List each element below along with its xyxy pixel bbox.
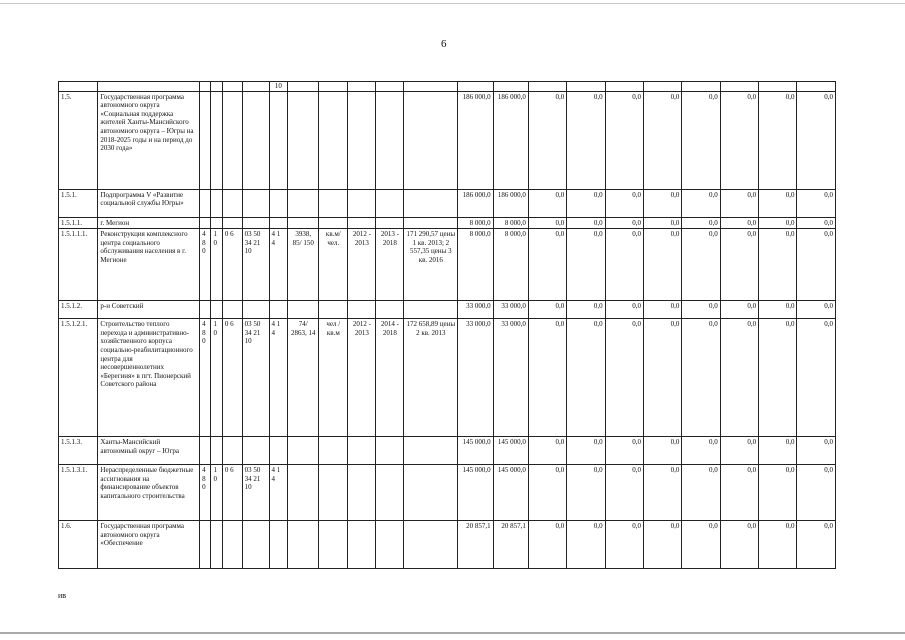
year-amount-cell: 0,0 [528,189,566,217]
year-amount-cell: 0,0 [759,229,797,301]
budget-code-cell: 4 8 0 [200,465,211,521]
year-amount-cell: 0,0 [682,217,720,229]
budget-code-cell [222,521,242,569]
year-amount-cell: 0,0 [759,521,797,569]
end-year-cell [376,437,404,465]
year-amount-cell: 0,0 [720,437,758,465]
budget-table [58,81,836,569]
unit-cell: кв.м/ чел. [319,229,348,301]
year-amount-cell: 0,0 [643,521,681,569]
budget-code-cell: 4 1 4 [269,465,288,521]
budget-code-cell: 03 50 34 21 10 [242,319,269,437]
scan-edge-top [0,3,905,4]
year-amount-cell: 0,0 [567,465,605,521]
budget-code-cell [200,217,211,229]
year-amount-cell: 0,0 [682,301,720,319]
budget-code-cell [211,217,222,229]
year-amount-cell: 0,0 [720,521,758,569]
estimated-cost-cell [404,217,458,229]
year-amount-cell: 0,0 [797,91,836,189]
scan-edge-bottom [0,632,905,634]
start-year-cell [348,521,376,569]
table-row [59,217,836,229]
table-row [59,437,836,465]
year-amount-cell: 0,0 [567,301,605,319]
start-year-cell: 2012 - 2013 [348,229,376,301]
budget-code-cell [242,301,269,319]
object-name-cell: Реконструкция комплексного центра социального обслуживания населения в г. Мегионе [98,229,200,301]
year-amount-cell: 0,0 [528,91,566,189]
budget-code-cell [200,189,211,217]
unit-cell [319,465,348,521]
end-year-cell [376,465,404,521]
budget-code-cell: 4 1 4 [269,319,288,437]
start-year-cell [348,91,376,189]
year-amount-cell: 0,0 [567,189,605,217]
table-row [59,465,836,521]
budget-code-cell [242,521,269,569]
year-amount-cell: 0,0 [605,301,643,319]
unit-cell [319,217,348,229]
year-amount-cell: 0,0 [759,465,797,521]
row-number-cell: 1.5.1.2. [59,301,98,319]
year-amount-cell: 0,0 [605,189,643,217]
estimated-cost-cell [404,521,458,569]
object-name-cell: Нераспределенные бюджетные ассигнования на финансирование объектов капитального строительства [98,465,200,521]
year-amount-cell: 0,0 [720,465,758,521]
budget-code-cell: 1 0 [211,319,222,437]
year-amount-cell: 0,0 [797,301,836,319]
year-amount-cell: 0,0 [720,301,758,319]
start-year-cell [348,301,376,319]
table-row [59,229,836,301]
year-amount-cell: 0,0 [797,437,836,465]
object-name-cell: Подпрограмма V «Развитие социальной службы Югры» [98,189,200,217]
budget-code-cell [211,437,222,465]
budget-amount-cell: 186 000,0 [493,189,528,217]
start-year-cell [348,437,376,465]
year-amount-cell: 0,0 [759,91,797,189]
row-number-cell: 1.6. [59,521,98,569]
row-number-cell: 1.5.1.1. [59,217,98,229]
budget-code-cell: 03 50 34 21 10 [242,465,269,521]
budget-code-cell: 4 8 0 [200,319,211,437]
year-amount-cell: 0,0 [797,465,836,521]
year-amount-cell: 0,0 [528,229,566,301]
budget-code-cell [211,301,222,319]
year-amount-cell: 0,0 [643,229,681,301]
year-amount-cell: 0,0 [797,229,836,301]
budget-code-cell [242,437,269,465]
year-amount-cell: 0,0 [605,465,643,521]
budget-amount-cell: 33 000,0 [493,319,528,437]
estimated-cost-cell [404,437,458,465]
capacity-cell: 3938, 85/ 150 [288,229,319,301]
row-number-cell: 1.5.1.1.1. [59,229,98,301]
row-number-cell: 1.5.1.2.1. [59,319,98,437]
year-amount-cell: 0,0 [528,465,566,521]
year-amount-cell: 0,0 [528,319,566,437]
budget-amount-cell: 145 000,0 [493,437,528,465]
total-amount-cell: 33 000,0 [458,319,493,437]
budget-code-cell: 4 1 4 [269,229,288,301]
year-amount-cell: 0,0 [605,437,643,465]
year-amount-cell: 0,0 [605,217,643,229]
year-amount-cell: 0,0 [528,521,566,569]
unit-cell [319,301,348,319]
unit-cell [319,521,348,569]
estimated-cost-cell [404,91,458,189]
budget-code-cell [269,217,288,229]
total-amount-cell: 186 000,0 [458,91,493,189]
end-year-cell [376,91,404,189]
total-amount-cell: 145 000,0 [458,465,493,521]
budget-code-cell [242,217,269,229]
budget-amount-cell: 186 000,0 [493,91,528,189]
year-amount-cell: 0,0 [720,91,758,189]
budget-code-cell [269,437,288,465]
capacity-cell [288,437,319,465]
table-row [59,319,836,437]
year-amount-cell: 0,0 [720,217,758,229]
year-amount-cell: 0,0 [797,189,836,217]
continuation-row [59,82,836,92]
table-row [59,189,836,217]
year-amount-cell: 0,0 [682,465,720,521]
table-row [59,91,836,189]
table-row [59,301,836,319]
budget-code-cell: 0 6 [222,319,242,437]
budget-code-cell [269,301,288,319]
year-amount-cell: 0,0 [720,229,758,301]
year-amount-cell: 0,0 [643,91,681,189]
year-amount-cell: 0,0 [682,91,720,189]
year-amount-cell: 0,0 [643,189,681,217]
end-year-cell [376,217,404,229]
year-amount-cell: 0,0 [797,319,836,437]
capacity-cell [288,465,319,521]
year-amount-cell: 0,0 [720,319,758,437]
start-year-cell [348,465,376,521]
object-name-cell: Государственная программа автономного округа «Обеспечение [98,521,200,569]
budget-amount-cell: 8 000,0 [493,229,528,301]
total-amount-cell: 20 857,1 [458,521,493,569]
estimated-cost-cell [404,189,458,217]
budget-code-cell: 1 0 [211,229,222,301]
budget-code-cell [222,189,242,217]
year-amount-cell: 0,0 [759,437,797,465]
continuation-cell: 10 [269,82,288,92]
budget-code-cell [200,301,211,319]
row-number-cell: 1.5. [59,91,98,189]
year-amount-cell: 0,0 [567,91,605,189]
budget-code-cell: 0 6 [222,229,242,301]
estimated-cost-cell [404,465,458,521]
year-amount-cell: 0,0 [567,229,605,301]
budget-code-cell [269,189,288,217]
year-amount-cell: 0,0 [682,229,720,301]
year-amount-cell: 0,0 [528,217,566,229]
budget-code-cell [200,91,211,189]
year-amount-cell: 0,0 [605,319,643,437]
object-name-cell: Строительство теплого перехода и административно-хозяйственного корпуса социально-реабилитационного центра для несовершеннолетних «Берегиня» в пгт. Пионерский Советского района [98,319,200,437]
table-row [59,521,836,569]
year-amount-cell: 0,0 [759,301,797,319]
estimated-cost-cell: 171 290,57 цены 1 кв. 2013; 2 557,35 цены 3 кв. 2016 [404,229,458,301]
budget-code-cell: 1 0 [211,465,222,521]
year-amount-cell: 0,0 [643,437,681,465]
budget-code-cell [222,217,242,229]
unit-cell [319,91,348,189]
capacity-cell [288,189,319,217]
year-amount-cell: 0,0 [605,91,643,189]
start-year-cell [348,217,376,229]
unit-cell [319,189,348,217]
year-amount-cell: 0,0 [643,465,681,521]
estimated-cost-cell: 172 658,89 цены 2 кв. 2013 [404,319,458,437]
end-year-cell [376,301,404,319]
budget-amount-cell: 145 000,0 [493,465,528,521]
budget-code-cell [222,301,242,319]
total-amount-cell: 8 000,0 [458,229,493,301]
year-amount-cell: 0,0 [567,521,605,569]
estimated-cost-cell [404,301,458,319]
capacity-cell [288,521,319,569]
year-amount-cell: 0,0 [797,217,836,229]
year-amount-cell: 0,0 [567,437,605,465]
end-year-cell [376,189,404,217]
budget-code-cell [269,91,288,189]
footer-code: ив [58,591,67,600]
budget-code-cell [200,521,211,569]
year-amount-cell: 0,0 [567,319,605,437]
budget-code-cell [211,189,222,217]
end-year-cell: 2014 - 2018 [376,319,404,437]
year-amount-cell: 0,0 [643,301,681,319]
year-amount-cell: 0,0 [643,319,681,437]
budget-code-cell [200,437,211,465]
budget-amount-cell: 8 000,0 [493,217,528,229]
year-amount-cell: 0,0 [759,217,797,229]
budget-code-cell [242,91,269,189]
year-amount-cell: 0,0 [682,521,720,569]
start-year-cell: 2012 - 2013 [348,319,376,437]
year-amount-cell: 0,0 [567,217,605,229]
object-name-cell: Ханты-Мансийский автономный округ – Югра [98,437,200,465]
total-amount-cell: 8 000,0 [458,217,493,229]
year-amount-cell: 0,0 [605,521,643,569]
row-number-cell: 1.5.1.3.1. [59,465,98,521]
unit-cell: чел / кв.м [319,319,348,437]
year-amount-cell: 0,0 [682,319,720,437]
start-year-cell [348,189,376,217]
budget-amount-cell: 33 000,0 [493,301,528,319]
capacity-cell [288,301,319,319]
end-year-cell [376,521,404,569]
budget-code-cell [269,521,288,569]
year-amount-cell: 0,0 [720,189,758,217]
budget-code-cell [242,189,269,217]
capacity-cell [288,217,319,229]
capacity-cell: 74/ 2863, 14 [288,319,319,437]
capacity-cell [288,91,319,189]
budget-code-cell: 0 6 [222,465,242,521]
object-name-cell: Государственная программа автономного округа «Социальная поддержка жителей Ханты-Мансийского автономного округа – Югры на 2018-2025 годы и на период до 2030 года» [98,91,200,189]
year-amount-cell: 0,0 [643,217,681,229]
object-name-cell: г. Мегион [98,217,200,229]
unit-cell [319,437,348,465]
year-amount-cell: 0,0 [759,319,797,437]
budget-code-cell: 03 50 34 21 10 [242,229,269,301]
year-amount-cell: 0,0 [759,189,797,217]
total-amount-cell: 33 000,0 [458,301,493,319]
year-amount-cell: 0,0 [528,437,566,465]
budget-amount-cell: 20 857,1 [493,521,528,569]
year-amount-cell: 0,0 [682,189,720,217]
page-number: 6 [441,38,447,50]
end-year-cell: 2013 - 2018 [376,229,404,301]
budget-code-cell [211,521,222,569]
total-amount-cell: 186 000,0 [458,189,493,217]
budget-code-cell [211,91,222,189]
budget-code-cell [222,437,242,465]
year-amount-cell: 0,0 [605,229,643,301]
object-name-cell: р-н Советский [98,301,200,319]
row-number-cell: 1.5.1.3. [59,437,98,465]
year-amount-cell: 0,0 [528,301,566,319]
budget-code-cell: 4 8 0 [200,229,211,301]
year-amount-cell: 0,0 [797,521,836,569]
total-amount-cell: 145 000,0 [458,437,493,465]
budget-code-cell [222,91,242,189]
row-number-cell: 1.5.1. [59,189,98,217]
year-amount-cell: 0,0 [682,437,720,465]
